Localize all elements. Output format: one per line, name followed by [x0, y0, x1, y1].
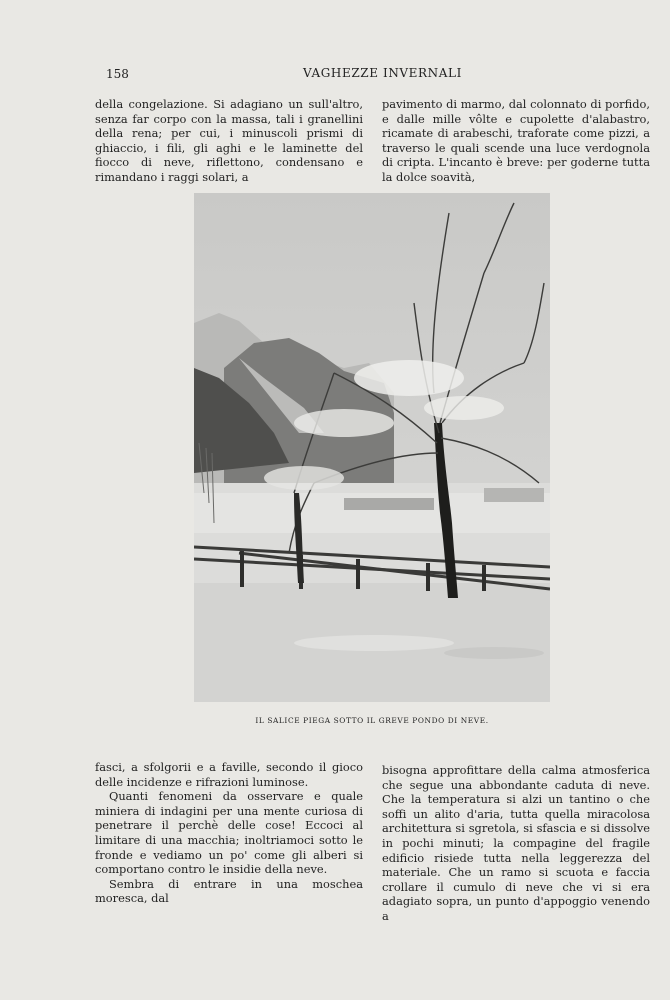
paragraph: Sembra di entrare in una moschea moresca, dal: [95, 876, 363, 906]
text-column-top-right: [382, 97, 650, 185]
paragraph: pavimento di marmo, dal colonnato di porfido, e dalle mille vôlte e cupolette d'alabastro, ricamate di arabeschi, traforate come pizzi, a traverso le quali scende una luce verdognola di cripta. L'incanto è breve: per goderne tutta la dolce soavità,: [382, 97, 650, 184]
text-column-bottom-left: [95, 760, 363, 906]
page-number: 158: [106, 67, 129, 81]
text-column-top-left: [95, 97, 363, 185]
running-title: VAGHEZZE INVERNALI: [303, 66, 462, 80]
paragraph: Quanti fenomeni da osservare e quale miniera di indagini per una mente curiosa di penetrare il perchè delle cose! Eccoci al limitare di una macchia; inoltriamoci sotto le fronde e vediamo un po' come gli alberi si comportano contro le insidie della neve.: [95, 789, 363, 877]
text-column-bottom-right: [382, 763, 650, 924]
paragraph: bisogna approfittare della calma atmosferica che segue una abbondante caduta di neve. Che la temperatura si alzi un tantino o che soffi un alito d'aria, tutta quella miracolosa architettura si sgretola, si sfascia e si dissolve in pochi minuti; la compagine del fragile edificio risiede tutta nella leggerezza del materiale. Che un ramo si scuota e faccia crollare il cumulo di neve che vi si era adagiato sopra, un punto d'appoggio venendo a: [382, 763, 650, 923]
figure-caption: IL SALICE PIEGA SOTTO IL GREVE PONDO DI NEVE.: [255, 716, 489, 725]
paragraph: fasci, a sfolgorii e a faville, secondo il gioco delle incidenze e rifrazioni luminose.: [95, 760, 363, 789]
snow-willow-photograph: [194, 193, 550, 702]
photo-illustration: [194, 193, 550, 702]
paragraph: della congelazione. Si adagiano un sull'altro, senza far corpo con la massa, tali i granellini della rena; per cui, i minuscoli prismi di ghiaccio, i fili, gli aghi e le laminette del fiocco di neve, riflettono, condensano e rimandano i raggi solari, a: [95, 97, 363, 184]
